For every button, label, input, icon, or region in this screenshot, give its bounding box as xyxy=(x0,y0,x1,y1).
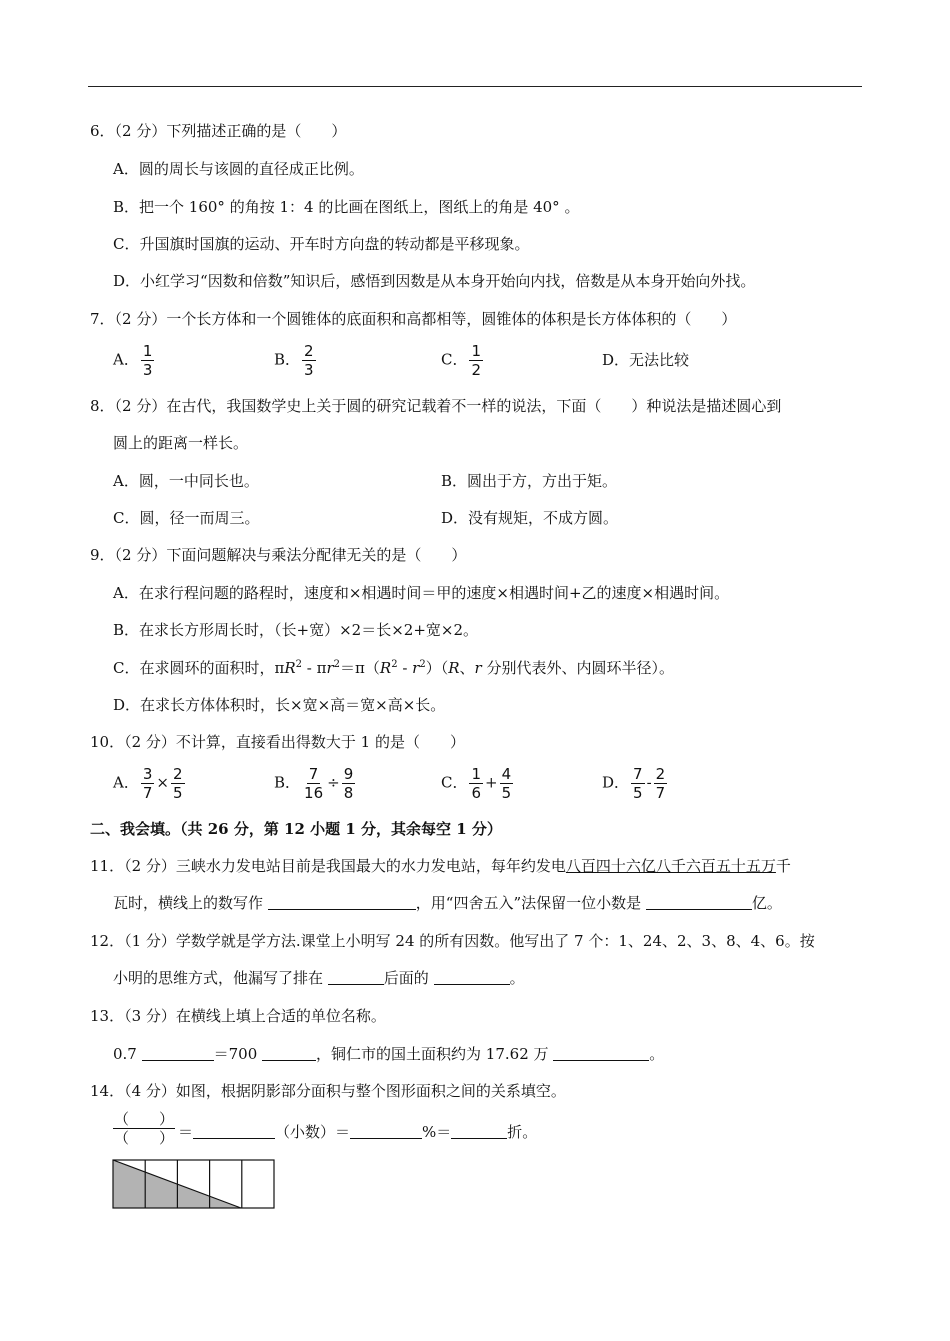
text: 0.7 xyxy=(113,1045,142,1063)
numerator: 2 xyxy=(304,342,314,360)
answer-blank[interactable] xyxy=(350,1122,422,1139)
header-rule xyxy=(88,86,862,87)
question-14-stem: 14．（4 分）如图，根据阴影部分面积与整个图形面积之间的关系填空。 xyxy=(90,1082,566,1100)
fraction xyxy=(469,766,483,801)
var: R xyxy=(448,659,460,677)
answer-blank[interactable] xyxy=(262,1044,316,1061)
text: （小数）＝ xyxy=(275,1123,351,1141)
question-8-option-c: C．圆，径一而周三。 xyxy=(113,509,260,527)
question-13-stem: 13．（3 分）在横线上填上合适的单位名称。 xyxy=(90,1007,386,1025)
question-9-option-b: B．在求长方形周长时，（长+宽）×2＝长×2+宽×2。 xyxy=(113,621,478,639)
fraction xyxy=(500,766,514,801)
option-label: B． xyxy=(274,350,301,369)
question-13-line-2 xyxy=(113,1044,664,1064)
operator: × xyxy=(156,773,169,792)
var: R xyxy=(284,659,296,677)
question-8-stem: 8．（2 分）在古代，我国数学史上关于圆的研究记载着不一样的说法，下面（ ）种说法是描述圆心到 xyxy=(90,397,782,415)
denominator: 16 xyxy=(304,784,324,802)
option-label: C． xyxy=(441,350,468,369)
question-9-option-d: D．在求长方体体积时，长×宽×高＝宽×高×长。 xyxy=(113,696,446,714)
question-9-stem: 9．（2 分）下面问题解决与乘法分配律无关的是（ ） xyxy=(90,546,467,564)
denominator: 3 xyxy=(304,361,314,379)
question-6-option-a: A．圆的周长与该圆的直径成正比例。 xyxy=(113,160,364,178)
question-8-option-a: A．圆，一中同长也。 xyxy=(113,472,259,490)
var: R xyxy=(379,659,392,677)
option-label: D． xyxy=(602,773,630,792)
question-8-option-d: D．没有规矩，不成方圆。 xyxy=(441,509,619,527)
question-10-option-c xyxy=(441,766,515,801)
fraction xyxy=(171,766,185,801)
numerator: 7 xyxy=(308,765,319,783)
exp: 2 xyxy=(419,659,426,670)
blank-fraction[interactable] xyxy=(113,1110,175,1147)
text: ＝700 xyxy=(213,1045,263,1063)
denominator: 2 xyxy=(471,361,482,379)
numerator: 1 xyxy=(471,342,482,360)
shaded-rectangle-figure xyxy=(112,1159,276,1209)
operator: + xyxy=(485,773,498,792)
text: ，铜仁市的国土面积约为 17.62 万 xyxy=(316,1045,554,1063)
text: - π xyxy=(302,659,327,677)
fraction xyxy=(302,343,316,378)
numerator: 2 xyxy=(655,765,666,783)
fraction xyxy=(631,766,645,801)
denominator: 7 xyxy=(142,784,153,802)
fraction xyxy=(141,766,155,801)
denominator: 5 xyxy=(633,784,643,802)
question-6-stem: 6．（2 分）下列描述正确的是（ ） xyxy=(90,122,347,140)
question-8-stem-cont: 圆上的距离一样长。 xyxy=(113,434,249,452)
text: 。 xyxy=(509,969,525,987)
option-label: B． xyxy=(274,773,301,792)
numerator: 7 xyxy=(633,765,643,783)
question-12-line-2 xyxy=(113,968,525,988)
question-11-line-2 xyxy=(113,893,782,913)
text: - xyxy=(397,659,413,677)
text: C．在求圆环的面积时，π xyxy=(113,659,285,677)
answer-blank[interactable] xyxy=(646,893,752,910)
var: r xyxy=(474,659,482,677)
text: 亿。 xyxy=(751,894,782,912)
question-14-line-2 xyxy=(178,1122,537,1142)
text: 。 xyxy=(649,1045,665,1063)
question-7-option-b xyxy=(274,343,318,378)
question-10-option-d xyxy=(602,766,669,801)
question-6-option-d: D．小红学习“因数和倍数”知识后，感悟到因数是从本身开始向内找，倍数是从本身开始向外找。 xyxy=(113,272,756,290)
answer-blank[interactable] xyxy=(268,893,416,910)
text: 分别代表外、内圆环半径）。 xyxy=(481,659,674,677)
text: 、 xyxy=(459,659,475,677)
fraction-numerator: （ ） xyxy=(113,1110,174,1128)
answer-blank[interactable] xyxy=(193,1122,275,1139)
text: 后面的 xyxy=(383,969,434,987)
answer-blank[interactable] xyxy=(553,1044,649,1061)
fraction xyxy=(469,343,483,378)
exp: 2 xyxy=(295,659,303,670)
option-label: C． xyxy=(441,773,468,792)
numerator: 2 xyxy=(172,765,183,783)
text: ）（ xyxy=(425,659,449,677)
denominator: 6 xyxy=(471,784,482,802)
answer-blank[interactable] xyxy=(451,1122,507,1139)
question-10-option-b xyxy=(274,766,357,801)
text: ，用“四舍五入”法保留一位小数是 xyxy=(415,894,646,912)
numerator: 1 xyxy=(471,765,482,783)
question-6-option-c: C．升国旗时国旗的运动、开车时方向盘的转动都是平移现象。 xyxy=(113,235,530,253)
question-9-option-c xyxy=(113,658,674,678)
text: 11．（2 分）三峡水力发电站目前是我国最大的水力发电站，每年约发电 xyxy=(90,857,566,875)
question-6-option-b: B．把一个 160° 的角按 1：4 的比画在图纸上，图纸上的角是 40° 。 xyxy=(113,198,580,216)
fraction-denominator: （ ） xyxy=(113,1129,174,1147)
text: ＝ xyxy=(178,1123,194,1141)
denominator: 7 xyxy=(655,784,666,802)
question-7-option-a xyxy=(113,343,156,378)
question-7-stem: 7．（2 分）一个长方体和一个圆锥体的底面积和高都相等，圆锥体的体积是长方体体积的（ ） xyxy=(90,310,737,328)
numerator: 1 xyxy=(142,342,153,360)
text: %＝ xyxy=(422,1123,452,1141)
option-label: A． xyxy=(113,773,139,792)
operator: ÷ xyxy=(327,773,340,792)
question-12-stem: 12．（1 分）学数学就是学方法.课堂上小明写 24 的所有因数。他写出了 7 个：1、24、2、3、8、4、6。按 xyxy=(90,932,815,950)
numerator: 3 xyxy=(142,765,153,783)
denominator: 8 xyxy=(343,784,354,802)
fraction xyxy=(141,343,155,378)
text: ＝π（ xyxy=(340,659,380,677)
denominator: 5 xyxy=(172,784,183,802)
fraction xyxy=(342,766,356,801)
denominator: 5 xyxy=(501,784,512,802)
question-11-stem xyxy=(90,856,791,876)
answer-blank[interactable] xyxy=(328,968,384,985)
answer-blank[interactable] xyxy=(142,1044,214,1061)
question-7-option-d: D．无法比较 xyxy=(602,351,690,369)
section-2-heading: 二、我会填。（共 26 分，第 12 小题 1 分，其余每空 1 分） xyxy=(90,820,502,838)
question-8-option-b: B．圆出于方，方出于矩。 xyxy=(441,472,618,490)
fraction xyxy=(654,766,668,801)
fraction xyxy=(302,766,325,801)
option-label: A． xyxy=(113,350,139,369)
exp: 2 xyxy=(333,659,341,670)
numerator: 9 xyxy=(343,765,354,783)
var: r xyxy=(326,659,334,677)
question-10-option-a xyxy=(113,766,187,801)
text: 小明的思维方式，他漏写了排在 xyxy=(113,969,328,987)
question-9-option-a: A．在求行程问题的路程时，速度和×相遇时间＝甲的速度×相遇时间+乙的速度×相遇时间。 xyxy=(113,584,730,602)
text: 瓦时，横线上的数写作 xyxy=(113,894,268,912)
answer-blank[interactable] xyxy=(434,968,510,985)
question-7-option-c xyxy=(441,343,485,378)
operator: - xyxy=(646,773,652,792)
exp: 2 xyxy=(391,659,398,670)
numerator: 4 xyxy=(501,765,512,783)
var: r xyxy=(412,659,420,677)
denominator: 3 xyxy=(142,361,153,379)
question-10-stem: 10．（2 分）不计算，直接看出得数大于 1 的是（ ） xyxy=(90,733,465,751)
underlined-number: 八百四十六亿八千六百五十五万 xyxy=(565,857,776,875)
text: 千 xyxy=(775,857,791,875)
text: 折。 xyxy=(507,1123,538,1141)
